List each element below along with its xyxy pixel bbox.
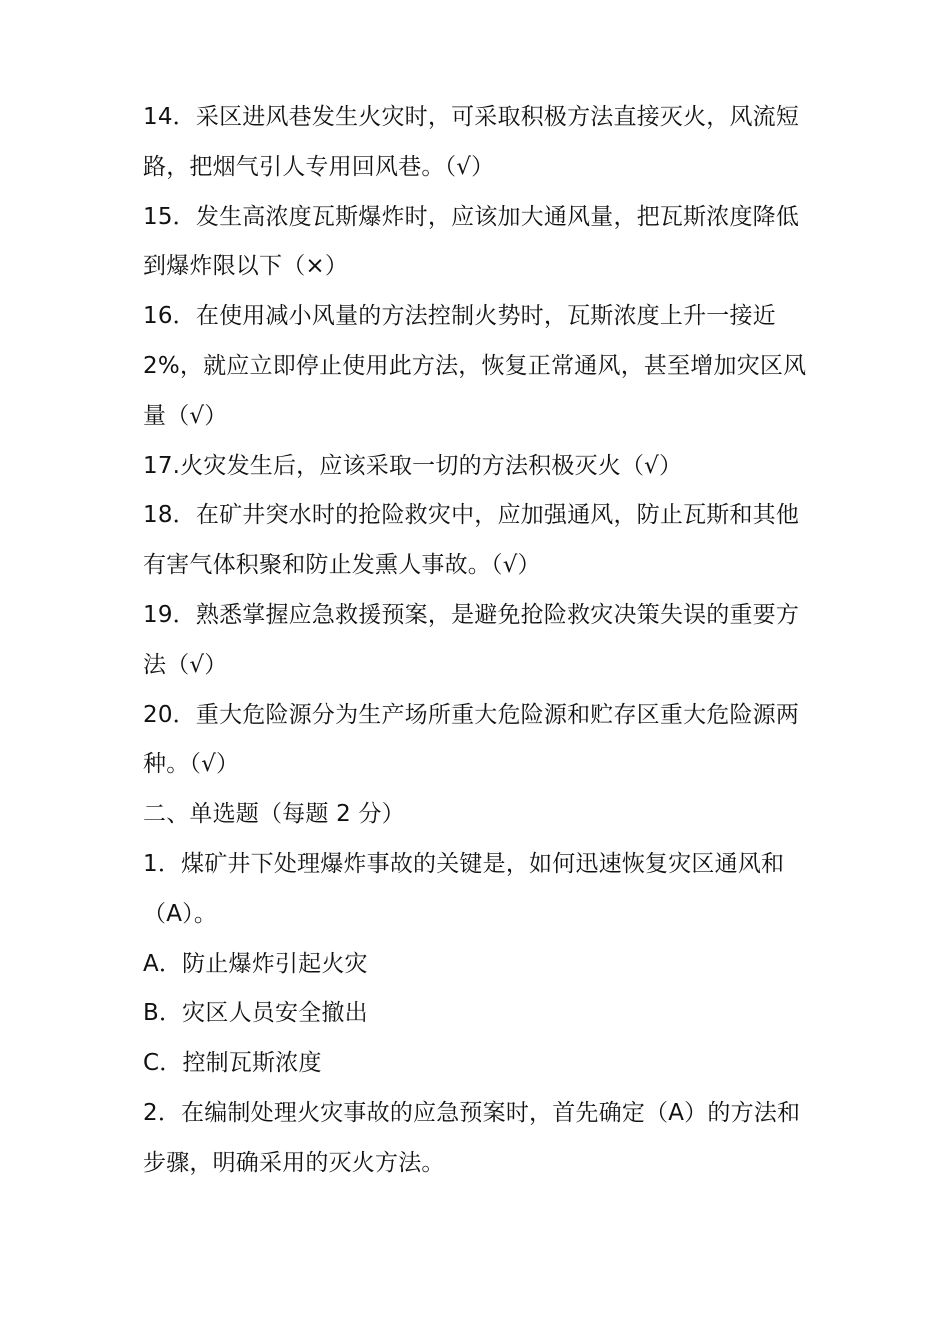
single-choice-question-2: 2．在编制处理火灾事故的应急预案时，首先确定（A）的方法和步骤，明确采用的灭火方法。: [143, 1099, 801, 1176]
question-15: 15．发生高浓度瓦斯爆炸时，应该加大通风量，把瓦斯浓度降低到爆炸限以下（×）: [143, 203, 800, 280]
question-19: 19．熟悉掌握应急救援预案，是避免抢险救灾决策失误的重要方法（√）: [143, 601, 800, 678]
document-body: [143, 93, 818, 1189]
question-18: 18．在矿井突水时的抢险救灾中，应加强通风，防止瓦斯和其他有害气体积聚和防止发熏人事故。（√）: [143, 502, 800, 579]
question-20: 20．重大危险源分为生产场所重大危险源和贮存区重大危险源两种。（√）: [143, 701, 800, 778]
option-c: C．控制瓦斯浓度: [143, 1050, 322, 1077]
question-17: 17.火灾发生后，应该采取一切的方法积极灭火（√）: [143, 452, 683, 479]
option-b: B．灾区人员安全撤出: [143, 1000, 368, 1027]
question-16: 16．在使用减小风量的方法控制火势时，瓦斯浓度上升一接近 2%，就应立即停止使用此方法，恢复正常通风，甚至增加灾区风量（√）: [143, 303, 807, 429]
option-a: A．防止爆炸引起火灾: [143, 950, 368, 977]
question-14: 14．采区进风巷发生火灾时，可采取积极方法直接灭火，风流短路，把烟气引人专用回风巷。（√）: [143, 104, 800, 180]
section-heading: 二、单选题（每题 2 分）: [143, 801, 405, 828]
single-choice-question-1: 1．煤矿井下处理爆炸事故的关键是，如何迅速恢复灾区通风和（A）。: [143, 850, 785, 927]
